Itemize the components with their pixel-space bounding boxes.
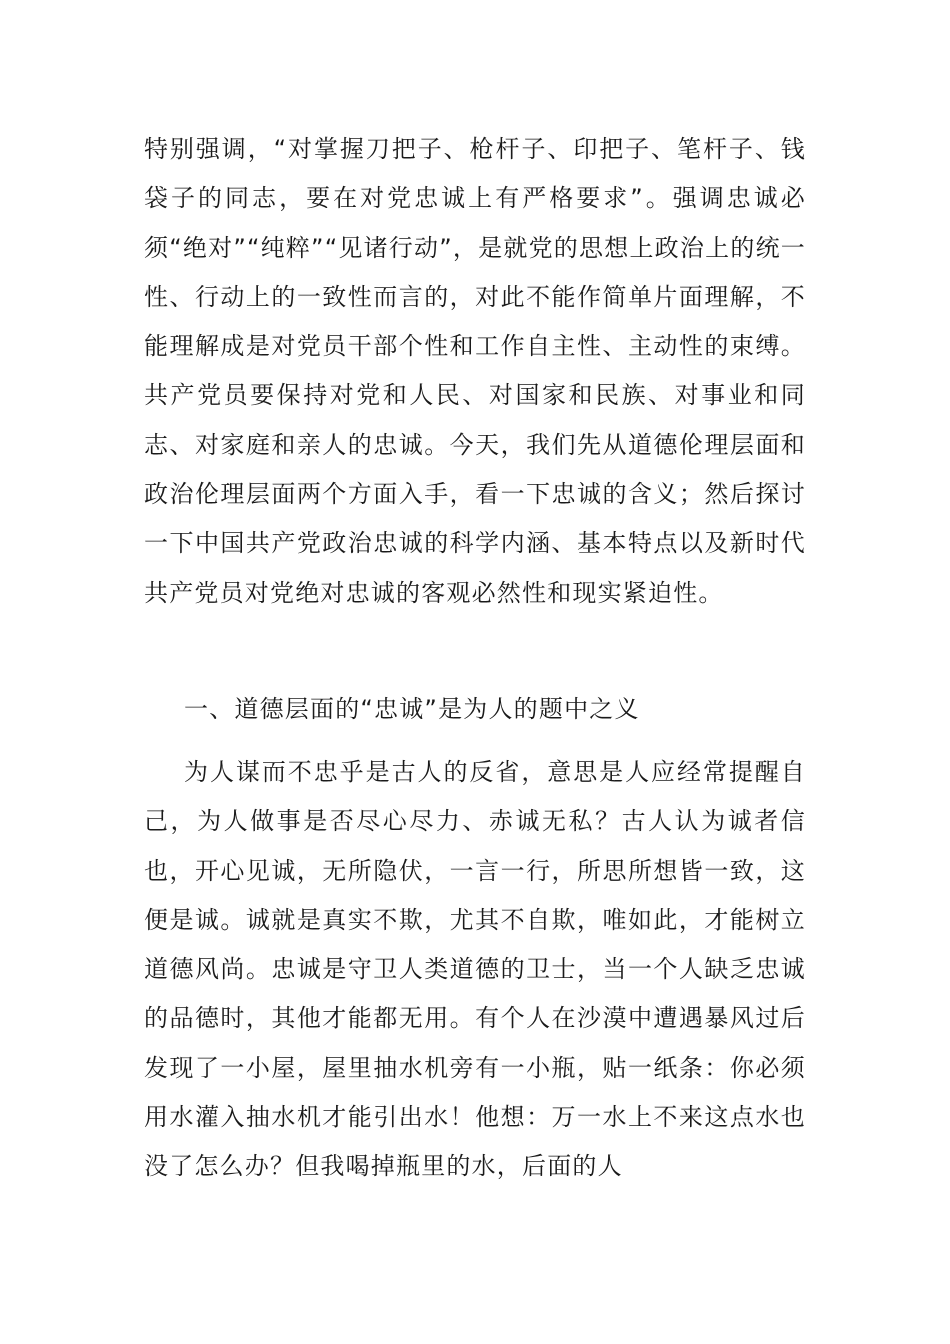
body-paragraph-1: 特别强调，“对掌握刀把子、枪杆子、印把子、笔杆子、钱袋子的同志，要在对党忠诚上有严格要求”。强调忠诚必须“绝对”“纯粹”“见诸行动”，是就党的思想上政治上的统一性、行动上的一致性而言的，对此不能作简单片面理解，不能理解成是对党员干部个性和工作自主性、主动性的束缚。共产党员要保持对党和人民、对国家和民族、对事业和同志、对家庭和亲人的忠诚。今天，我们先从道德伦理层面和政治伦理层面两个方面入手，看一下忠诚的含义；然后探讨一下中国共产党政治忠诚的科学内涵、基本特点以及新时代共产党员对党绝对忠诚的客观必然性和现实紧迫性。 bbox=[144, 135, 806, 607]
section-heading: 一、道德层面的“忠诚”是为人的题中之义 bbox=[184, 695, 640, 723]
body-paragraph-2: 为人谋而不忠乎是古人的反省，意思是人应经常提醒自己，为人做事是否尽心尽力、赤诚无私？古人认为诚者信也，开心见诚，无所隐伏，一言一行，所思所想皆一致，这便是诚。诚就是真实不欺，尤其不自欺，唯如此，才能树立道德风尚。忠诚是守卫人类道德的卫士，当一个人缺乏忠诚的品德时，其他才能都无用。有个人在沙漠中遭遇暴风过后发现了一小屋，屋里抽水机旁有一小瓶，贴一纸条：你必须用水灌入抽水机才能引出水！他想：万一水上不来这点水也没了怎么办？但我喝掉瓶里的水，后面的人 bbox=[144, 758, 806, 1181]
